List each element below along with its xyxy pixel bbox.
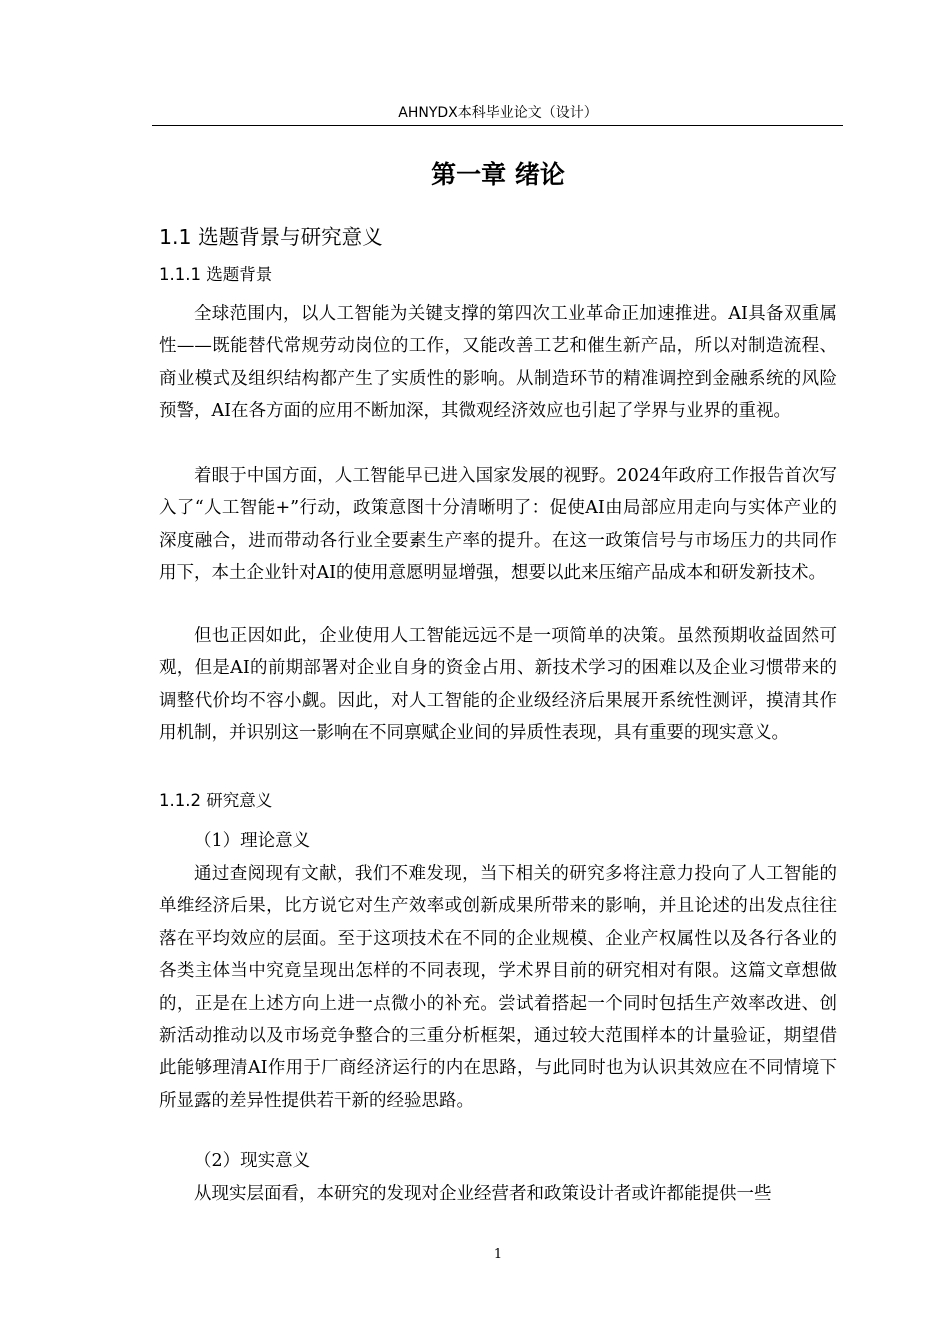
list-label-practice: （2）现实意义 xyxy=(194,1151,311,1171)
body-paragraph: 从现实层面看，本研究的发现对企业经营者和政策设计者或许都能提供一些 xyxy=(194,1184,772,1204)
body-paragraph: 通过查阅现有文献，我们不难发现，当下相关的研究多将注意力投向了人工智能的单维经济后果，比方说它对生产效率或创新成果所带来的影响，并且论述的出发点往往落在平均效应的层面。至于这项技术在不同的企业规模、企业产权属性以及各行各业的各类主体当中究竟呈现出怎样的不同表现，学术界目前的研究相对有限。这篇文章想做的，正是在上述方向上进一点微小的补充。尝试着搭起一个同时包括生产效率改进、创新活动推动以及市场竞争整合的三重分析框架，通过较大范围样本的计量验证，期望借此能够理清AI作用于厂商经济运行的内在思路，与此同时也为认识其效应在不同情境下所显露的差异性提供若干新的经验思路。 xyxy=(159,864,837,1111)
subsection-heading-significance: 1.1.2 研究意义 xyxy=(159,791,273,810)
body-paragraph: 全球范围内，以人工智能为关键支撑的第四次工业革命正加速推进。AI具备双重属性——既能替代常规劳动岗位的工作，又能改善工艺和催生新产品，所以对制造流程、商业模式及组织结构都产生了实质性的影响。从制造环节的精准调控到金融系统的风险预警，AI在各方面的应用不断加深，其微观经济效应也引起了学界与业界的重视。 xyxy=(159,304,837,422)
list-label-theory: （1）理论意义 xyxy=(194,831,311,851)
body-paragraph: 着眼于中国方面，人工智能早已进入国家发展的视野。2024年政府工作报告首次写入了“人工智能+”行动，政策意图十分清晰明了：促使AI由局部应用走向与实体产业的深度融合，进而带动各行业全要素生产率的提升。在这一政策信号与市场压力的共同作用下，本土企业针对AI的使用意愿明显增强，想要以此来压缩产品成本和研发新技术。 xyxy=(159,466,837,584)
body-paragraph: 但也正因如此，企业使用人工智能远远不是一项简单的决策。虽然预期收益固然可观，但是AI的前期部署对企业自身的资金占用、新技术学习的困难以及企业习惯带来的调整代价均不容小觑。因此，对人工智能的企业级经济后果展开系统性测评，摸清其作用机制，并识别这一影响在不同禀赋企业间的异质性表现，具有重要的现实意义。 xyxy=(159,626,837,744)
page-number: 1 xyxy=(493,1247,503,1262)
running-header: AHNYDX本科毕业论文（设计） xyxy=(398,105,598,121)
subsection-heading-background: 1.1.1 选题背景 xyxy=(159,265,273,284)
chapter-title: 第一章 绪论 xyxy=(431,160,565,189)
section-heading: 1.1 选题背景与研究意义 xyxy=(159,225,383,249)
header-rule xyxy=(152,125,843,126)
